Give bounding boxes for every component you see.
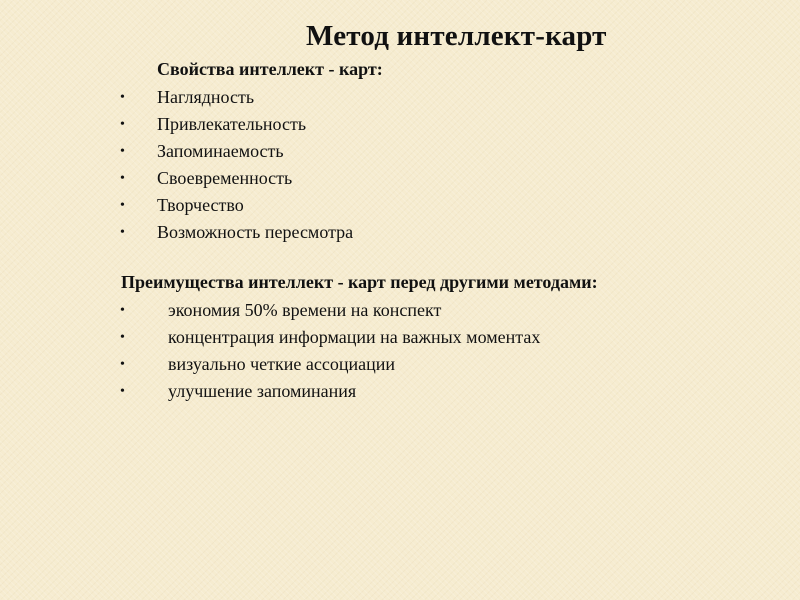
bullet-icon: •: [120, 357, 125, 372]
advantages-item-text: концентрация информации на важных моментах: [168, 327, 541, 347]
bullet-icon: •: [120, 303, 125, 318]
bullet-icon: •: [120, 225, 125, 240]
bullet-icon: •: [120, 171, 125, 186]
bullet-icon: •: [120, 198, 125, 213]
advantages-item-text: улучшение запоминания: [168, 381, 357, 401]
bullet-icon: •: [120, 144, 125, 159]
properties-item-text: Наглядность: [157, 87, 255, 107]
bullet-icon: •: [120, 330, 125, 345]
properties-item-text: Возможность пересмотра: [157, 222, 354, 242]
properties-item-text: Запоминаемость: [157, 141, 284, 161]
advantages-heading: Преимущества интеллект - карт перед другими методами:: [121, 272, 598, 292]
properties-heading: Свойства интеллект - карт:: [157, 59, 383, 79]
properties-item-text: Своевременность: [157, 168, 293, 188]
properties-item-text: Творчество: [157, 195, 244, 215]
advantages-item-text: визуально четкие ассоциации: [168, 354, 395, 374]
advantages-item-text: экономия 50% времени на конспект: [168, 300, 442, 320]
bullet-icon: •: [120, 384, 125, 399]
bullet-icon: •: [120, 117, 125, 132]
bullet-icon: •: [120, 90, 125, 105]
slide-title: Метод интеллект-карт: [306, 20, 607, 52]
properties-item-text: Привлекательность: [157, 114, 307, 134]
